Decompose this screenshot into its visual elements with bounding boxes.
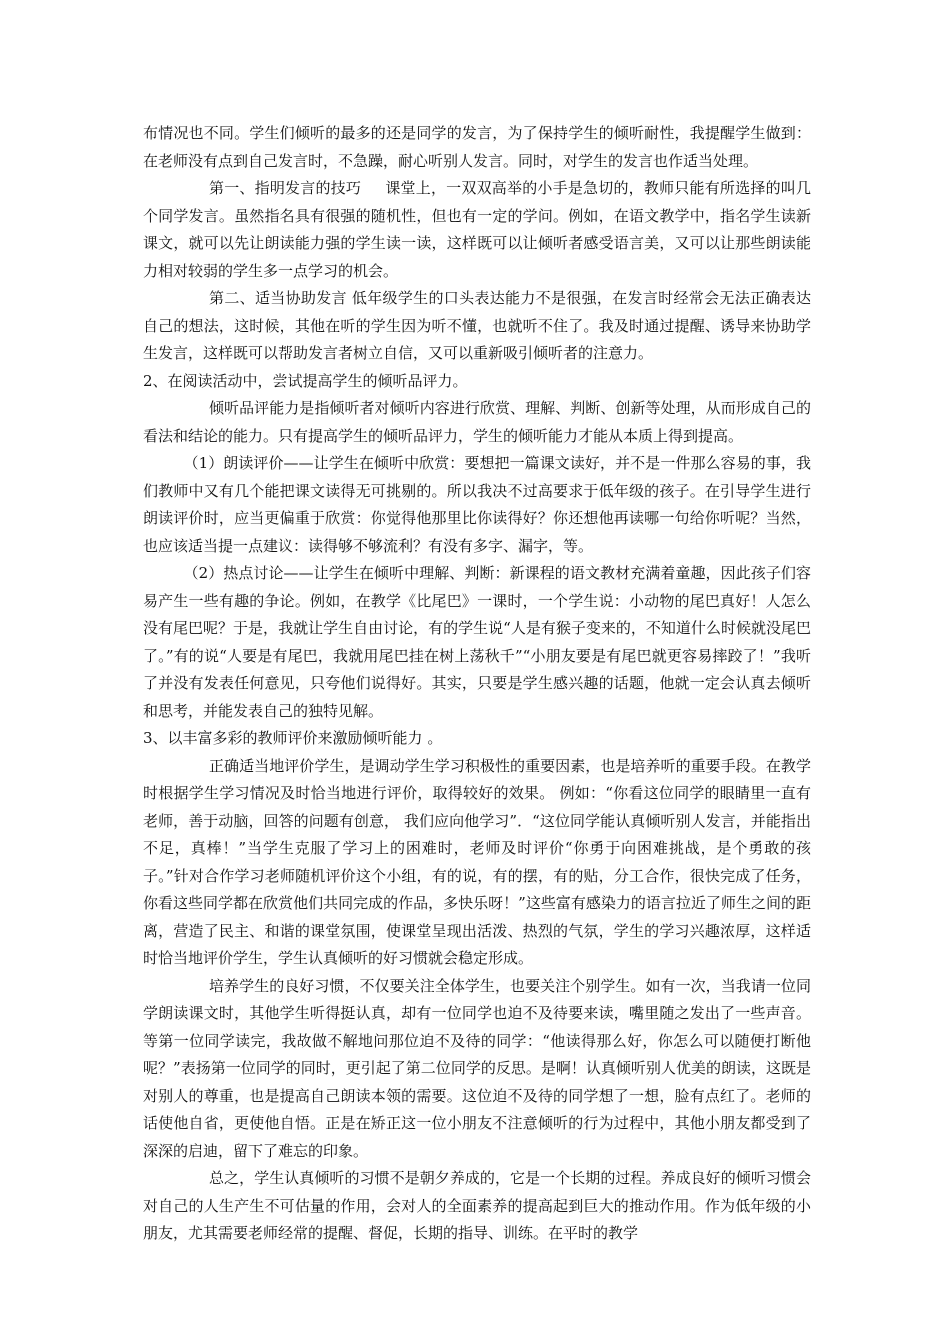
point-one-text: 课堂上，一双双高举的小手是急切的，教师只能有所选择的叫几个同学发言。虽然指名具有很强的随机性，但也有一定的学问。例如，在语文教学中，指名学生读新课文，就可以先让朗读能力强的学生读一读，这样既可以让倾听者感受语言美，又可以让那些朗读能力相对较弱的学生多一点学习的机会。: [143, 179, 811, 280]
paragraph-hot-topic-discussion: （2）热点讨论——让学生在倾听中理解、判断：新课程的语文教材充满着童趣，因此孩子们容易产生一些有趣的争论。例如，在教学《比尾巴》一课时，一个学生说：小动物的尾巴真好！人怎么没有尾巴呢？于是，我就让学生自由讨论，有的学生说“人是有猴子变来的，不知道什么时候就没尾巴了。”有的说“人要是有尾巴，我就用尾巴挂在树上荡秋千”“小朋友要是有尾巴就更容易摔跤了！”我听了并没有发表任何意见，只夸他们说得好。其实，只要是学生感兴趣的话题，他就一定会认真去倾听和思考，并能发表自己的独特见解。: [143, 564, 811, 720]
paragraph-conclusion: 总之，学生认真倾听的习惯不是朝夕养成的，它是一个长期的过程。养成良好的倾听习惯会对自己的人生产生不可估量的作用，会对人的全面素养的提高起到巨大的推动作用。作为低年级的小朋友，尤其需要老师经常的提醒、督促，长期的指导、训练。在平时的教学: [143, 1169, 811, 1242]
paragraph-point-one: [143, 175, 811, 285]
section-heading-2: 2、在阅读活动中，尝试提高学生的倾听品评力。: [143, 371, 468, 390]
document-body: [143, 120, 811, 1248]
paragraph-listening-evaluation: 倾听品评能力是指倾听者对倾听内容进行欣赏、理解、判断、创新等处理，从而形成自己的看法和结论的能力。只有提高学生的倾听品评力，学生的倾听能力才能从本质上得到提高。: [143, 399, 811, 445]
paragraph-teacher-evaluation: 正确适当地评价学生，是调动学生学习积极性的重要因素，也是培养听的重要手段。在教学时根据学生学习情况及时恰当地进行评价，取得较好的效果。 例如：“你看这位同学的眼睛里一直有老师，善于动脑，回答的问题有创意， 我们应向他学习”．“这位同学能认真倾听别人发言，并能指出不足，真棒！”当学生克服了学习上的困难时，老师及时评价“你勇于向困难挑战，是个勇敢的孩子。”针对合作学习老师随机评价这个小组，有的说，有的摆，有的贴，分工合作，很快完成了任务，你看这些同学都在欣赏他们共同完成的作品，多快乐呀！”这些富有感染力的语言拉近了师生之间的距离，营造了民主、和谐的课堂氛围，使课堂呈现出活泼、热烈的气氛，学生的学习兴趣浓厚，这样适时恰当地评价学生，学生认真倾听的好习惯就会稳定形成。: [143, 756, 811, 967]
paragraph-point-two: 第二、适当协助发言 低年级学生的口头表达能力不是很强，在发言时经常会无法正确表达自己的想法，这时候，其他在听的学生因为听不懂，也就听不住了。我及时通过提醒、诱导来协助学生发言，这样既可以帮助发言者树立自信，又可以重新吸引倾听者的注意力。: [143, 289, 811, 362]
section-heading-3: 3、以丰富多彩的教师评价来激励倾听能力 。: [143, 729, 443, 747]
paragraph-individual-students: 培养学生的良好习惯，不仅要关注全体学生，也要关注个别学生。如有一次，当我请一位同学朗读课文时，其他学生听得挺认真，却有一位同学也迫不及待要来读，嘴里随之发出了一些声音。等第一位同学读完，我故做不解地问那位迫不及待的同学：“他读得那么好，你怎么可以随便打断他呢？”表扬第一位同学的同时，更引起了第二位同学的反思。是啊！认真倾听别人优美的朗读，这既是对别人的尊重，也是提高自己朗读本领的需要。这位迫不及待的同学想了一想，脸有点红了。老师的话使他自省，更使他自悟。正是在矫正这一位小朋友不注意倾听的行为过程中，其他小朋友都受到了深深的启迪，留下了难忘的印象。: [143, 976, 811, 1160]
paragraph-intro: 布情况也不同。学生们倾听的最多的还是同学的发言，为了保持学生的倾听耐性，我提醒学生做到：在老师没有点到自己发言时，不急躁，耐心听别人发言。同时，对学生的发言也作适当处理。: [143, 124, 811, 170]
paragraph-reading-evaluation: （1）朗读评价——让学生在倾听中欣赏：要想把一篇课文读好，并不是一件那么容易的事，我们教师中又有几个能把课文读得无可挑剔的。所以我决不过高要求于低年级的孩子。在引导学生进行朗读评价时，应当更偏重于欣赏：你觉得他那里比你读得好？你还想他再读哪一句给你听呢？当然，也应该适当提一点建议：读得够不够流利？有没有多字、漏字，等。: [143, 454, 811, 555]
point-one-heading: 第一、指明发言的技巧: [209, 179, 362, 197]
